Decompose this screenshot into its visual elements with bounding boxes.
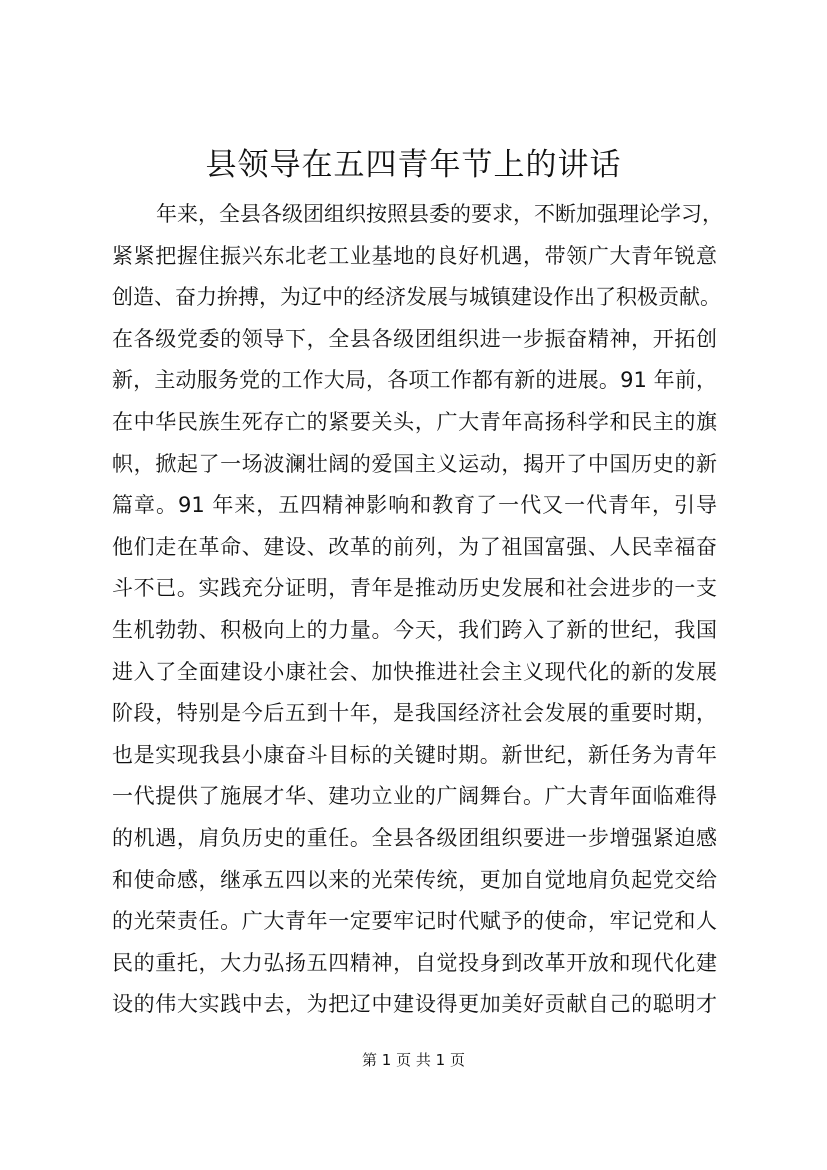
body-line: 一代提供了施展才华、建功立业的广阔舞台。广大青年面临难得 — [112, 784, 717, 809]
body-line: 的光荣责任。广大青年一定要牢记时代赋予的使命，牢记党和人 — [112, 909, 717, 934]
body-line: 设的伟大实践中去，为把辽中建设得更加美好贡献自己的聪明才 — [112, 992, 717, 1017]
body-line: 在中华民族生死存亡的紧要关头，广大青年高扬科学和民主的旗 — [112, 409, 717, 434]
body-line: 的机遇，肩负历史的重任。全县各级团组织要进一步增强紧迫感 — [112, 825, 717, 850]
body-line: 帜，掀起了一场波澜壮阔的爱国主义运动，揭开了中国历史的新 — [112, 451, 717, 476]
body-line: 斗不已。实践充分证明，青年是推动历史发展和社会进步的一支 — [112, 576, 717, 601]
body-line: 篇章。91 年来，五四精神影响和教育了一代又一代青年，引导 — [112, 493, 717, 518]
body-line: 阶段，特别是今后五到十年，是我国经济社会发展的重要时期， — [112, 701, 717, 726]
body-line: 进入了全面建设小康社会、加快推进社会主义现代化的新的发展 — [112, 659, 717, 684]
body-line: 也是实现我县小康奋斗目标的关键时期。新世纪，新任务为青年 — [112, 742, 717, 767]
body-line: 民的重托，大力弘扬五四精神，自觉投身到改革开放和现代化建 — [112, 950, 717, 975]
body-line: 创造、奋力拚搏，为辽中的经济发展与城镇建设作出了积极贡献。 — [112, 285, 721, 310]
document-title: 县领导在五四青年节上的讲话 — [205, 147, 622, 183]
body-line: 新，主动服务党的工作大局，各项工作都有新的进展。91 年前， — [112, 368, 717, 393]
page-footer: 第 1 页 共 1 页 — [362, 1051, 465, 1069]
body-line: 在各级党委的领导下，全县各级团组织进一步振奋精神，开拓创 — [112, 326, 717, 351]
document-body — [112, 194, 723, 1026]
body-line: 和使命感，继承五四以来的光荣传统，更加自觉地肩负起党交给 — [112, 867, 717, 892]
body-line: 年来，全县各级团组织按照县委的要求，不断加强理论学习， — [156, 202, 723, 226]
body-line: 紧紧把握住振兴东北老工业基地的良好机遇，带领广大青年锐意 — [112, 243, 717, 268]
body-line: 生机勃勃、积极向上的力量。今天，我们跨入了新的世纪，我国 — [112, 617, 717, 642]
body-line: 他们走在革命、建设、改革的前列，为了祖国富强、人民幸福奋 — [112, 534, 717, 559]
